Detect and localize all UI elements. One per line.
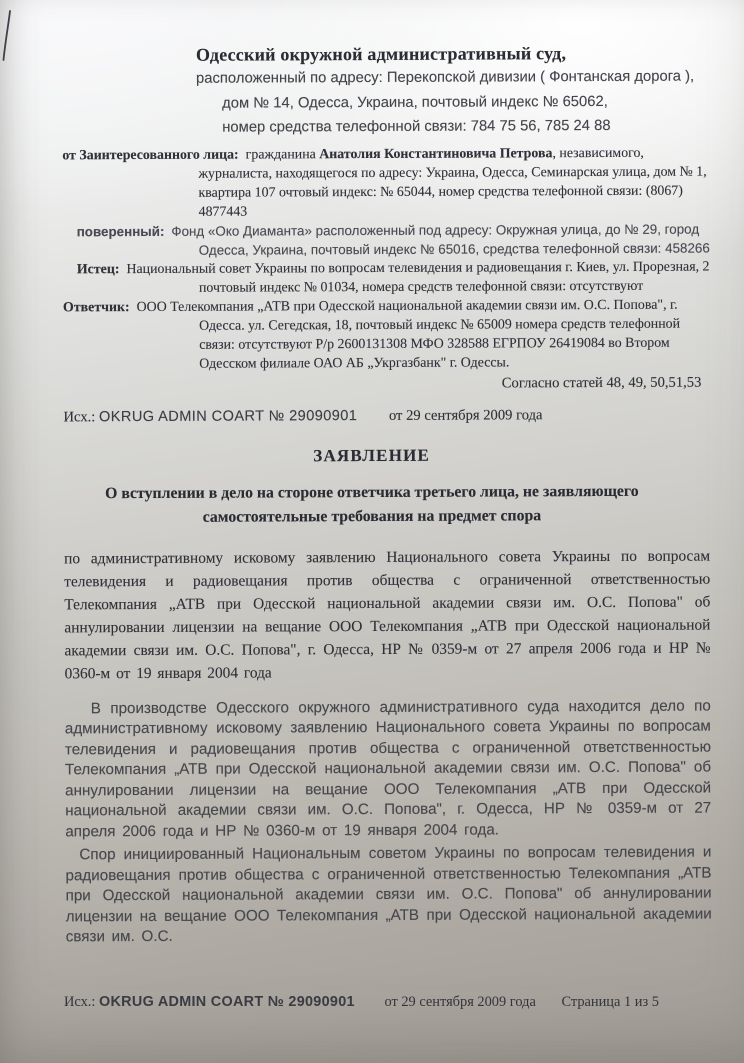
party-label-interested: от Заинтересованного лица: — [62, 147, 239, 163]
document-title: ЗАЯВЛЕНИЕ — [313, 445, 431, 465]
court-address-line-1: расположенный по адресу: Перекопской дивизии ( Фонтанская дорога ), — [195, 68, 695, 87]
court-address-line-2: дом № 14, Одесса, Украина, почтовый индекс № 65062, — [222, 93, 608, 112]
page-footer — [64, 994, 714, 1011]
footer-ref-label: Исх.: — [64, 994, 96, 1010]
party-interested-name: Анатолия Константиновича Петрова — [319, 145, 553, 162]
ref-label: Исх.: — [63, 408, 96, 425]
outgoing-ref-line — [63, 406, 743, 426]
party-defendant-details: ООО Телекомпания „АТВ при Одесской национальной академии связи им. О.С. Попова", г. Одесса. ул. Сегедская, 18, почтовый индекс № 65009 номера средств телефонной связи: отсутствуют Р/р 2600131308 МФО 328588 ЕГРПОУ 26419084 во Втором Одесском филиале ОАО АБ „Укргазбанк" г. Одессы. — [136, 297, 681, 372]
party-label-attorney: поверенный: — [76, 223, 165, 239]
party-interested-pre: гражданина — [245, 146, 316, 163]
according-articles-note: Согласно статей 48, 49, 50,51,53 — [501, 374, 702, 391]
court-header — [196, 43, 706, 140]
footer-date: от 29 сентября 2009 года — [384, 994, 536, 1010]
party-plaintiff-details: Национальный совет Украины по вопросам телевидения и радиовещания г. Киев, ул. Прорезная, 2 почтовый индекс № 01034, номера средств телефонной связи: отсутствуют — [126, 259, 710, 296]
party-plaintiff — [63, 257, 711, 298]
party-attorney-details: Фонд «Око Диаманта» расположенный под адресу: Окружная улица, до № 29, город Одесса, Украина, почтовый индекс № 65016, средства телефонной связи: 458266 — [171, 221, 710, 258]
footer-ref-number: OKRUG ADMIN COART № 29090901 — [99, 994, 355, 1010]
party-label-defendant: Ответчик: — [62, 299, 130, 315]
party-interested-details: , независимого, журналиста, находящегося по адресу: Украина, Одесса, Семинарская улица, дом № 1, квартира 107 очтовый индекс: № 65044, номер средства телефонной связи: (8067) 4877443 — [198, 145, 707, 220]
party-label-plaintiff: Истец: — [76, 261, 120, 277]
party-attorney — [63, 219, 711, 260]
parties-section — [62, 143, 711, 374]
body-paragraph-2: В производстве Одесского окружного административного суда находится дело по административному исковому заявлению Национального совета Украины по вопросам телевидения и радиовещания против общества с ограниченной ответственностью Телекомпания „АТВ при Одесской национальной академии связи им. О.С. Попова" об аннулировании лицензии на вещание ООО Телекомпания „АТВ при Одесской национальной академии связи им. О.С. Попова", г. Одесса, НР № 0359-м от 27 апреля 2006 года и НР № 0360-м от 19 января 2004 года. — [64, 697, 712, 840]
body-paragraph-1: по административному исковому заявлению Национального совета Украины по вопросам телевидения и радиовещания против общества с ограниченной ответственностью Телекомпания „АТВ при Одесской национальной академии связи им. О.С. Попова" об аннулировании лицензии на вещание ООО Телекомпания „АТВ при Одесской национальной академии связи им. О.С. Попова", г. Одесса, НР № 0359-м от 27 апреля 2006 года и НР № 0360-м от 19 января 2004 года — [64, 547, 711, 682]
party-defendant — [63, 295, 711, 374]
party-interested-person — [62, 143, 710, 222]
court-title: Одесский окружной административный суд, — [195, 43, 567, 65]
court-address-line-3: номер средства телефонной связи: 784 75 56, 785 24 88 — [222, 117, 611, 136]
footer-page-number: Страница 1 из 5 — [561, 994, 659, 1010]
document-subtitle: О вступлении в дело на стороне ответчика третьего лица, не заявляющего самостоятельные требования на предмет спора — [105, 482, 639, 526]
body-paragraph-3: Спор инициированный Национальным советом Украины по вопросам телевидения и радиовещания против общества с ограниченной ответственностью Телекомпания „АТВ при Одесской национальной академии связи им. О.С. Попова" об аннулировании лицензии на вещание ООО Телекомпания „АТВ при Одесской национальной академии связи им. О.С. — [65, 843, 712, 946]
ref-date: от 29 сентября 2009 года — [388, 406, 543, 424]
ref-number: OKRUG ADMIN COART № 29090901 — [98, 407, 358, 425]
